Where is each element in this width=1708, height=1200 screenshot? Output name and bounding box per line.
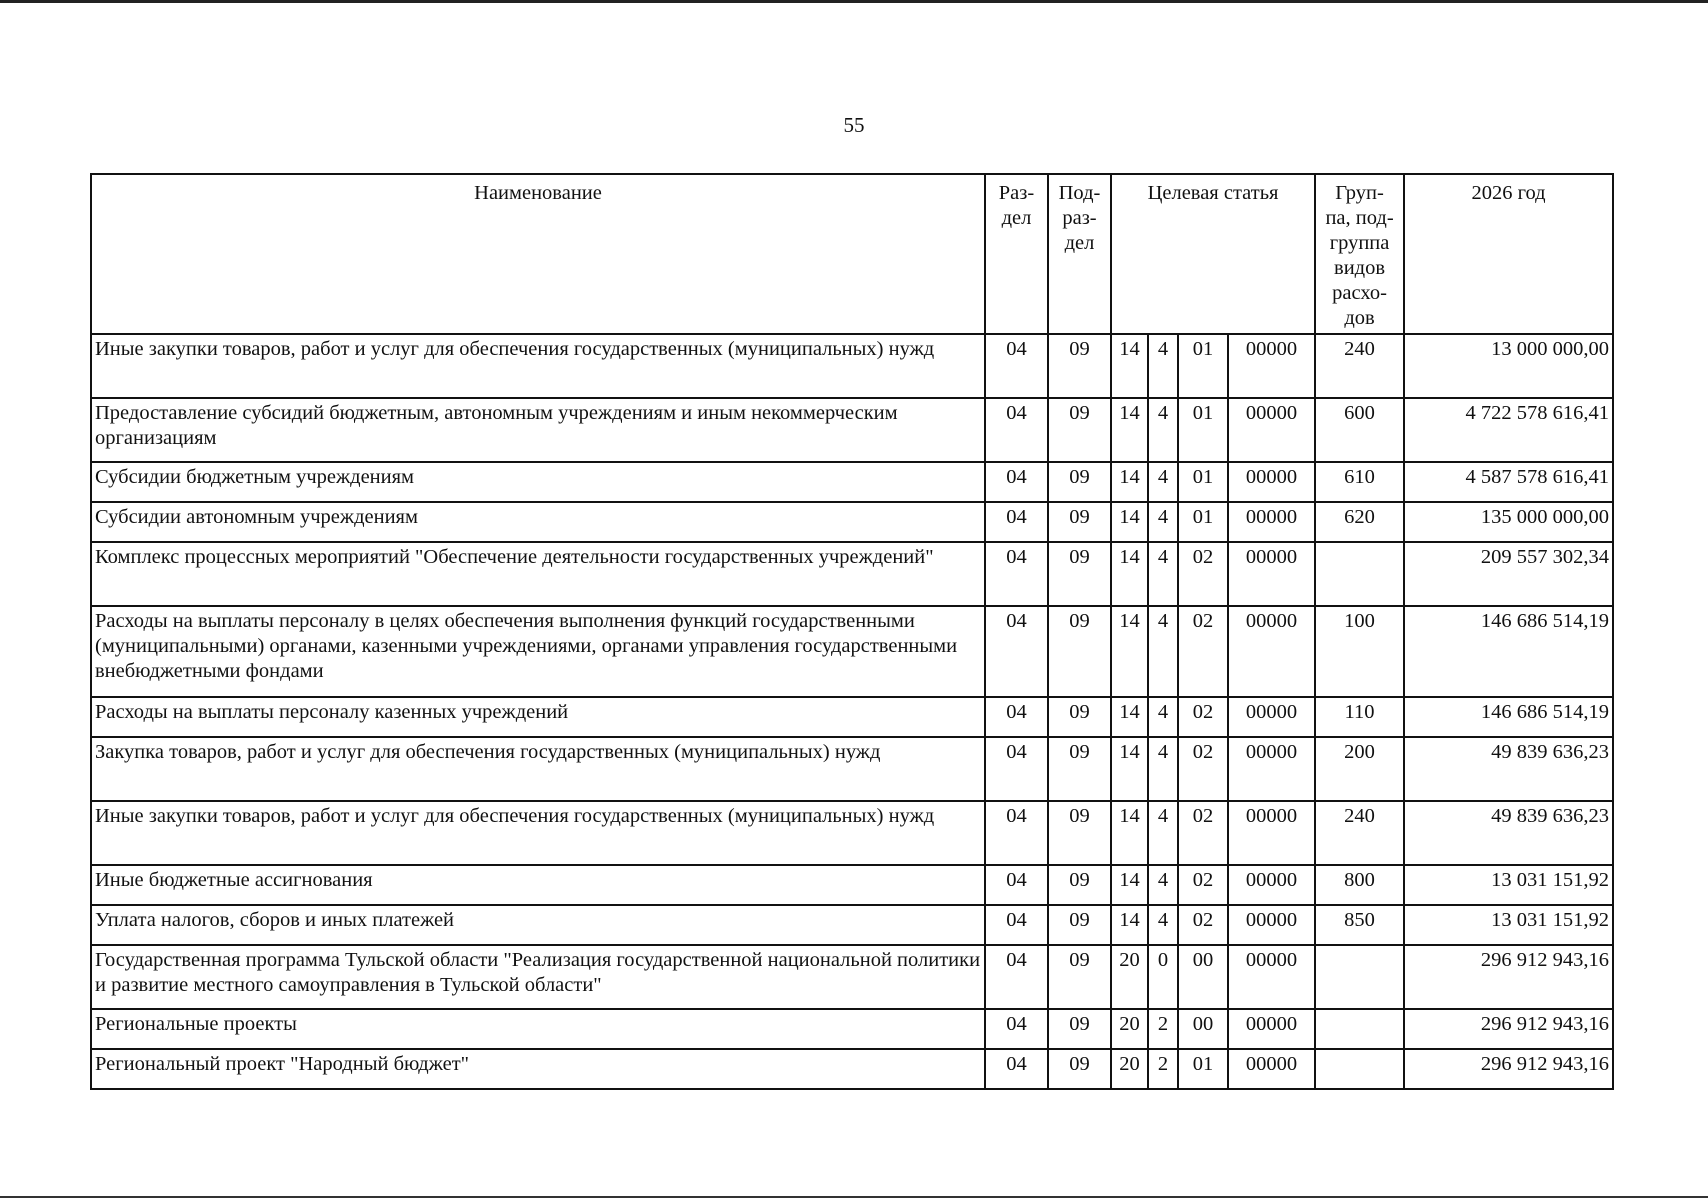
table-row xyxy=(91,801,1613,865)
row-target-subprogram: 02 xyxy=(1178,737,1228,801)
row-name: Региональный проект "Народный бюджет" xyxy=(91,1049,985,1089)
row-name: Государственная программа Тульской области "Реализация государственной национальной политики и развитие местного самоуправления в Тульской области" xyxy=(91,945,985,1009)
row-target-program: 14 xyxy=(1111,697,1148,737)
row-target-direction: 00000 xyxy=(1228,606,1315,697)
row-name: Предоставление субсидий бюджетным, автономным учреждениям и иным некоммерческим организациям xyxy=(91,398,985,462)
header-razdel: Раз- дел xyxy=(985,174,1048,334)
row-target-subprogram: 02 xyxy=(1178,542,1228,606)
row-expense-group: 800 xyxy=(1315,865,1404,905)
row-amount: 296 912 943,16 xyxy=(1404,945,1613,1009)
row-podrazdel: 09 xyxy=(1048,1049,1111,1089)
row-target-program: 14 xyxy=(1111,502,1148,542)
row-target-direction: 00000 xyxy=(1228,801,1315,865)
row-target-type: 4 xyxy=(1148,737,1178,801)
row-podrazdel: 09 xyxy=(1048,865,1111,905)
row-target-direction: 00000 xyxy=(1228,905,1315,945)
row-target-type: 4 xyxy=(1148,697,1178,737)
table-row xyxy=(91,462,1613,502)
row-expense-group: 610 xyxy=(1315,462,1404,502)
row-razdel: 04 xyxy=(985,801,1048,865)
row-target-subprogram: 02 xyxy=(1178,905,1228,945)
row-target-program: 14 xyxy=(1111,334,1148,398)
row-target-type: 4 xyxy=(1148,462,1178,502)
row-expense-group: 200 xyxy=(1315,737,1404,801)
row-razdel: 04 xyxy=(985,502,1048,542)
row-expense-group: 600 xyxy=(1315,398,1404,462)
row-target-program: 14 xyxy=(1111,398,1148,462)
page-top-edge xyxy=(0,0,1708,3)
header-year: 2026 год xyxy=(1404,174,1613,334)
table-body xyxy=(91,334,1613,1089)
row-name: Иные закупки товаров, работ и услуг для обеспечения государственных (муниципальных) нужд xyxy=(91,334,985,398)
page-bottom-edge xyxy=(0,1196,1708,1198)
header-name: Наименование xyxy=(91,174,985,334)
row-target-program: 20 xyxy=(1111,1049,1148,1089)
row-razdel: 04 xyxy=(985,334,1048,398)
row-podrazdel: 09 xyxy=(1048,334,1111,398)
page-number: 55 xyxy=(843,113,865,137)
row-target-program: 14 xyxy=(1111,905,1148,945)
row-name: Комплекс процессных мероприятий "Обеспечение деятельности государственных учреждений" xyxy=(91,542,985,606)
row-amount: 4 587 578 616,41 xyxy=(1404,462,1613,502)
row-target-type: 4 xyxy=(1148,398,1178,462)
row-target-subprogram: 01 xyxy=(1178,502,1228,542)
table-row xyxy=(91,398,1613,462)
row-target-subprogram: 02 xyxy=(1178,697,1228,737)
row-target-program: 14 xyxy=(1111,801,1148,865)
row-podrazdel: 09 xyxy=(1048,502,1111,542)
row-target-direction: 00000 xyxy=(1228,737,1315,801)
header-podrazdel: Под- раз- дел xyxy=(1048,174,1111,334)
row-target-program: 14 xyxy=(1111,865,1148,905)
row-name: Иные закупки товаров, работ и услуг для обеспечения государственных (муниципальных) нужд xyxy=(91,801,985,865)
row-target-type: 4 xyxy=(1148,606,1178,697)
row-target-type: 4 xyxy=(1148,542,1178,606)
table-row xyxy=(91,905,1613,945)
row-target-type: 2 xyxy=(1148,1049,1178,1089)
row-name: Уплата налогов, сборов и иных платежей xyxy=(91,905,985,945)
row-amount: 296 912 943,16 xyxy=(1404,1009,1613,1049)
row-podrazdel: 09 xyxy=(1048,1009,1111,1049)
row-target-program: 20 xyxy=(1111,1009,1148,1049)
table-row xyxy=(91,697,1613,737)
row-expense-group: 240 xyxy=(1315,334,1404,398)
row-target-subprogram: 01 xyxy=(1178,398,1228,462)
row-podrazdel: 09 xyxy=(1048,542,1111,606)
row-target-direction: 00000 xyxy=(1228,945,1315,1009)
row-target-subprogram: 02 xyxy=(1178,801,1228,865)
row-expense-group xyxy=(1315,945,1404,1009)
row-amount: 146 686 514,19 xyxy=(1404,606,1613,697)
row-razdel: 04 xyxy=(985,606,1048,697)
row-target-type: 4 xyxy=(1148,905,1178,945)
row-target-direction: 00000 xyxy=(1228,542,1315,606)
row-amount: 146 686 514,19 xyxy=(1404,697,1613,737)
row-razdel: 04 xyxy=(985,398,1048,462)
row-target-type: 4 xyxy=(1148,334,1178,398)
row-amount: 13 031 151,92 xyxy=(1404,905,1613,945)
table-row xyxy=(91,606,1613,697)
row-target-direction: 00000 xyxy=(1228,1009,1315,1049)
row-razdel: 04 xyxy=(985,905,1048,945)
row-podrazdel: 09 xyxy=(1048,697,1111,737)
row-podrazdel: 09 xyxy=(1048,905,1111,945)
table-row xyxy=(91,945,1613,1009)
table-row xyxy=(91,865,1613,905)
header-row xyxy=(91,174,1613,334)
row-podrazdel: 09 xyxy=(1048,801,1111,865)
row-target-direction: 00000 xyxy=(1228,502,1315,542)
row-target-subprogram: 02 xyxy=(1178,865,1228,905)
row-podrazdel: 09 xyxy=(1048,398,1111,462)
row-target-program: 14 xyxy=(1111,542,1148,606)
row-podrazdel: 09 xyxy=(1048,945,1111,1009)
row-amount: 4 722 578 616,41 xyxy=(1404,398,1613,462)
row-name: Иные бюджетные ассигнования xyxy=(91,865,985,905)
table-row xyxy=(91,1009,1613,1049)
row-target-subprogram: 01 xyxy=(1178,462,1228,502)
budget-table xyxy=(90,173,1614,1090)
row-target-program: 14 xyxy=(1111,462,1148,502)
row-razdel: 04 xyxy=(985,697,1048,737)
table-row xyxy=(91,737,1613,801)
row-expense-group: 100 xyxy=(1315,606,1404,697)
row-amount: 13 031 151,92 xyxy=(1404,865,1613,905)
header-expense-group: Груп- па, под- группа видов расхо- дов xyxy=(1315,174,1404,334)
row-target-program: 14 xyxy=(1111,737,1148,801)
row-target-direction: 00000 xyxy=(1228,398,1315,462)
row-expense-group xyxy=(1315,1049,1404,1089)
row-razdel: 04 xyxy=(985,542,1048,606)
row-expense-group: 850 xyxy=(1315,905,1404,945)
row-target-direction: 00000 xyxy=(1228,865,1315,905)
row-target-subprogram: 01 xyxy=(1178,334,1228,398)
row-podrazdel: 09 xyxy=(1048,462,1111,502)
row-name: Региональные проекты xyxy=(91,1009,985,1049)
row-target-subprogram: 00 xyxy=(1178,945,1228,1009)
row-target-direction: 00000 xyxy=(1228,697,1315,737)
row-expense-group: 620 xyxy=(1315,502,1404,542)
row-expense-group xyxy=(1315,542,1404,606)
row-target-type: 4 xyxy=(1148,801,1178,865)
row-target-program: 14 xyxy=(1111,606,1148,697)
row-razdel: 04 xyxy=(985,945,1048,1009)
row-amount: 49 839 636,23 xyxy=(1404,737,1613,801)
row-razdel: 04 xyxy=(985,1009,1048,1049)
row-name: Закупка товаров, работ и услуг для обеспечения государственных (муниципальных) нужд xyxy=(91,737,985,801)
row-target-direction: 00000 xyxy=(1228,334,1315,398)
row-razdel: 04 xyxy=(985,462,1048,502)
row-podrazdel: 09 xyxy=(1048,606,1111,697)
row-target-type: 0 xyxy=(1148,945,1178,1009)
row-target-subprogram: 00 xyxy=(1178,1009,1228,1049)
row-name: Субсидии автономным учреждениям xyxy=(91,502,985,542)
table-row xyxy=(91,334,1613,398)
row-amount: 49 839 636,23 xyxy=(1404,801,1613,865)
table-row xyxy=(91,502,1613,542)
row-target-direction: 00000 xyxy=(1228,1049,1315,1089)
row-target-subprogram: 01 xyxy=(1178,1049,1228,1089)
row-razdel: 04 xyxy=(985,1049,1048,1089)
row-name: Субсидии бюджетным учреждениям xyxy=(91,462,985,502)
table-row xyxy=(91,542,1613,606)
row-name: Расходы на выплаты персоналу в целях обеспечения выполнения функций государственными (муниципальными) органами, казенными учреждениями, органами управления государственными внебюджетными фондами xyxy=(91,606,985,697)
row-amount: 13 000 000,00 xyxy=(1404,334,1613,398)
row-amount: 209 557 302,34 xyxy=(1404,542,1613,606)
table-row xyxy=(91,1049,1613,1089)
row-amount: 135 000 000,00 xyxy=(1404,502,1613,542)
row-razdel: 04 xyxy=(985,737,1048,801)
header-target-article: Целевая статья xyxy=(1111,174,1315,334)
row-expense-group: 110 xyxy=(1315,697,1404,737)
row-target-type: 4 xyxy=(1148,502,1178,542)
row-razdel: 04 xyxy=(985,865,1048,905)
row-amount: 296 912 943,16 xyxy=(1404,1049,1613,1089)
row-target-type: 4 xyxy=(1148,865,1178,905)
row-name: Расходы на выплаты персоналу казенных учреждений xyxy=(91,697,985,737)
row-target-type: 2 xyxy=(1148,1009,1178,1049)
row-expense-group: 240 xyxy=(1315,801,1404,865)
row-podrazdel: 09 xyxy=(1048,737,1111,801)
row-target-direction: 00000 xyxy=(1228,462,1315,502)
row-target-program: 20 xyxy=(1111,945,1148,1009)
row-expense-group xyxy=(1315,1009,1404,1049)
row-target-subprogram: 02 xyxy=(1178,606,1228,697)
